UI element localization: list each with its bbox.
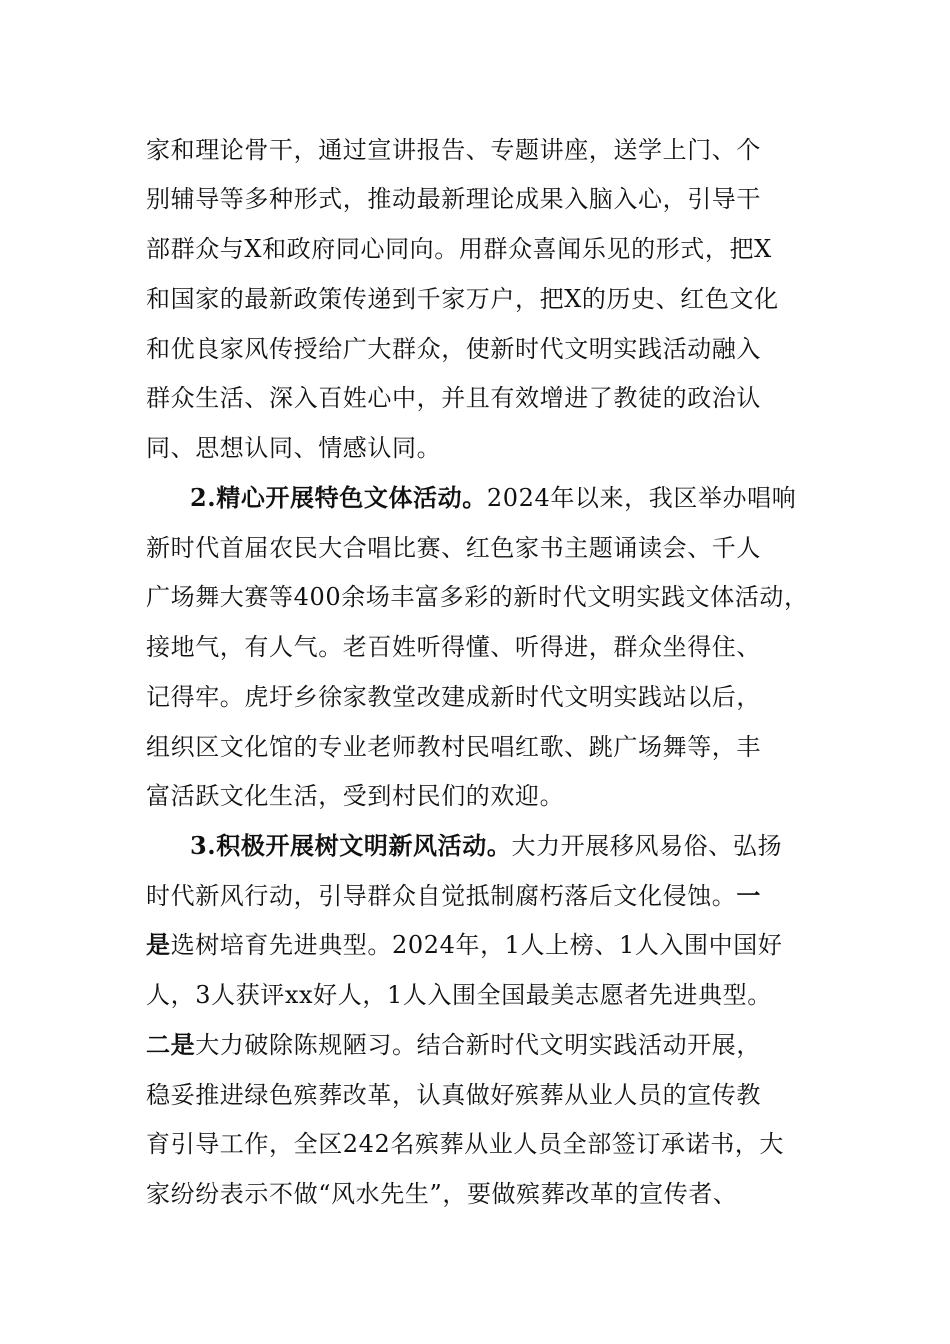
paragraph-2-line-1 xyxy=(190,483,796,513)
paragraph-2-first-line-text: 2024年以来，我区举办唱响 xyxy=(486,484,797,512)
paragraph-2-line-5: 记得牢。虎圩乡徐家教堂改建成新时代文明实践站以后， xyxy=(146,683,761,711)
paragraph-2-line-4: 接地气，有人气。老百姓听得懂、听得进，群众坐得住、 xyxy=(146,633,761,661)
paragraph-3-line-8: 家纷纷表示不做“风水先生”，要做殡葬改革的宣传者、 xyxy=(146,1180,738,1208)
paragraph-3-line-7: 育引导工作，全区242名殡葬从业人员全部签订承诺书，大 xyxy=(146,1130,785,1158)
paragraph-3-line-2-text: 时代新风行动，引导群众自觉抵制腐朽落后文化侵蚀。 xyxy=(146,882,737,910)
paragraph-1-line-1: 家和理论骨干，通过宣讲报告、专题讲座，送学上门、个 xyxy=(146,136,761,164)
paragraph-3-line-2 xyxy=(146,881,761,911)
item-one-marker: 一 xyxy=(736,881,762,910)
paragraph-3-line-6: 稳妥推进绿色殡葬改革，认真做好殡葬从业人员的宣传教 xyxy=(146,1081,761,1109)
paragraph-1-line-7: 同、思想认同、情感认同。 xyxy=(146,434,442,462)
paragraph-1-line-2: 别辅导等多种形式，推动最新理论成果入脑入心，引导干 xyxy=(146,185,761,213)
paragraph-3-heading: 3.积极开展树文明新风活动。 xyxy=(190,831,512,860)
paragraph-3-line-5-text: 大力破除陈规陋习。结合新时代文明实践活动开展， xyxy=(195,1031,762,1059)
paragraph-2-line-7: 富活跃文化生活，受到村民们的欢迎。 xyxy=(146,782,565,810)
paragraph-1-line-3: 部群众与X和政府同心同向。用群众喜闻乐见的形式，把X xyxy=(146,235,772,263)
item-one-marker-tail: 是 xyxy=(146,930,171,959)
paragraph-2-line-2: 新时代首届农民大合唱比赛、红色家书主题诵读会、千人 xyxy=(146,534,761,562)
paragraph-3-line-3-text: 选树培育先进典型。2024年，1人上榜、1人入围中国好 xyxy=(170,931,783,959)
paragraph-3-line-3 xyxy=(146,930,782,960)
paragraph-3-line-4: 人，3人获评xx好人，1人入围全国最美志愿者先进典型。 xyxy=(146,981,772,1009)
paragraph-2-heading: 2.精心开展特色文体活动。 xyxy=(190,483,487,512)
paragraph-1-line-5: 和优良家风传授给广大群众，使新时代文明实践活动融入 xyxy=(146,335,761,363)
paragraph-3-line-5 xyxy=(146,1030,761,1060)
paragraph-2-line-3: 广场舞大赛等400余场丰富多彩的新时代文明实践文体活动， xyxy=(146,583,809,611)
paragraph-3-line-1 xyxy=(190,831,782,861)
paragraph-3-first-line-text: 大力开展移风易俗、弘扬 xyxy=(511,832,783,860)
paragraph-1-line-4: 和国家的最新政策传递到千家万户，把X的历史、红色文化 xyxy=(146,285,779,313)
paragraph-2-line-6: 组织区文化馆的专业老师教村民唱红歌、跳广场舞等，丰 xyxy=(146,733,761,761)
item-two-marker: 二是 xyxy=(146,1030,196,1059)
paragraph-1-line-6: 群众生活、深入百姓心中，并且有效增进了教徒的政治认 xyxy=(146,384,761,412)
